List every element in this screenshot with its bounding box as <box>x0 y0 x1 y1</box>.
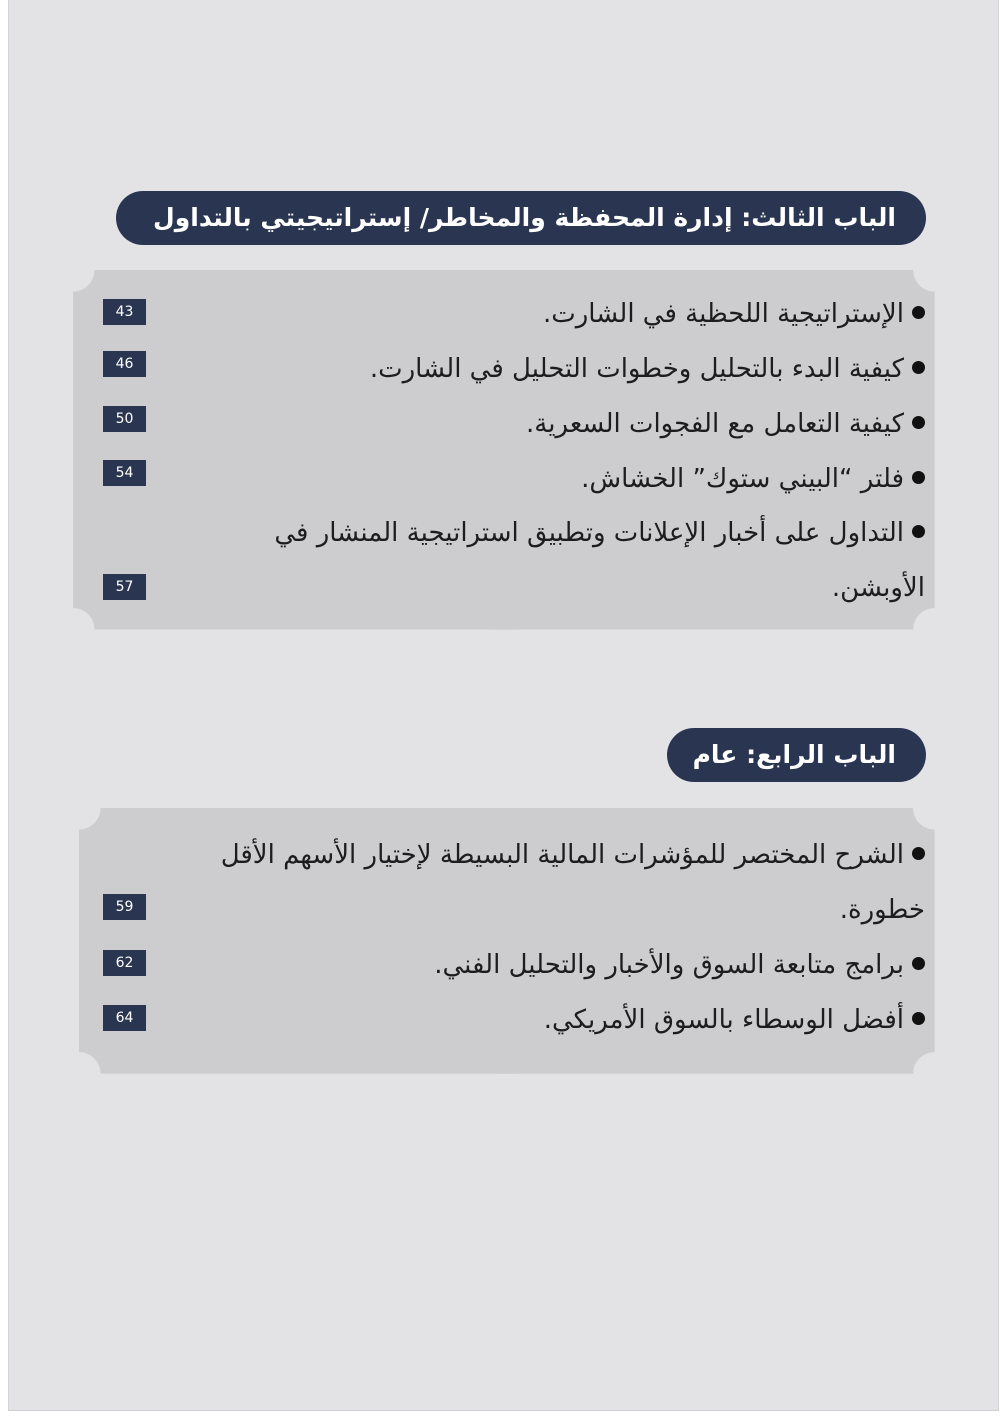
page-number-badge: 50 <box>103 406 146 432</box>
page-number-badge: 54 <box>103 460 146 486</box>
toc-entry-text: الإستراتيجية اللحظية في الشارت. <box>542 299 904 329</box>
bullet-icon <box>912 957 925 970</box>
bullet-icon <box>912 306 925 319</box>
page-number-badge: 64 <box>103 1005 146 1031</box>
bullet-icon <box>912 847 925 860</box>
toc-entry <box>130 828 925 938</box>
bullet-icon <box>912 361 925 374</box>
bullet-icon <box>912 416 925 429</box>
page-number-badge: 59 <box>103 894 146 920</box>
toc-entry-text: أفضل الوسطاء بالسوق الأمريكي. <box>543 1005 904 1035</box>
toc-entry-text: كيفية البدء بالتحليل وخطوات التحليل في الشارت. <box>369 354 904 384</box>
bullet-icon <box>912 525 925 538</box>
toc-entry-text: برامج متابعة السوق والأخبار والتحليل الفني. <box>434 950 904 980</box>
page-number-badge: 46 <box>103 351 146 377</box>
chapter-3-title: الباب الثالث: إدارة المحفظة والمخاطر/ إستراتيجيتي بالتداول <box>116 191 926 245</box>
toc-entry <box>434 938 925 993</box>
toc-entry <box>581 452 925 507</box>
toc-entry-text: التداول على أخبار الإعلانات وتطبيق استراتيجية المنشار في الأوبشن. <box>274 518 925 603</box>
chapter-4-title: الباب الرابع: عام <box>667 728 926 782</box>
toc-entry <box>543 287 925 342</box>
toc-entry <box>526 397 925 452</box>
toc-entry-text: فلتر “البيني ستوك” الخشاش. <box>581 464 904 494</box>
toc-entry <box>200 506 925 616</box>
page-number-badge: 57 <box>103 574 146 600</box>
toc-entry-text: كيفية التعامل مع الفجوات السعرية. <box>526 409 904 439</box>
toc-entry <box>544 993 925 1048</box>
bullet-icon <box>912 471 925 484</box>
page-number-badge: 43 <box>103 299 146 325</box>
bullet-icon <box>912 1012 925 1025</box>
toc-entry <box>370 342 925 397</box>
page-number-badge: 62 <box>103 950 146 976</box>
toc-entry-text: الشرح المختصر للمؤشرات المالية البسيطة لإختيار الأسهم الأقل خطورة. <box>220 840 925 925</box>
